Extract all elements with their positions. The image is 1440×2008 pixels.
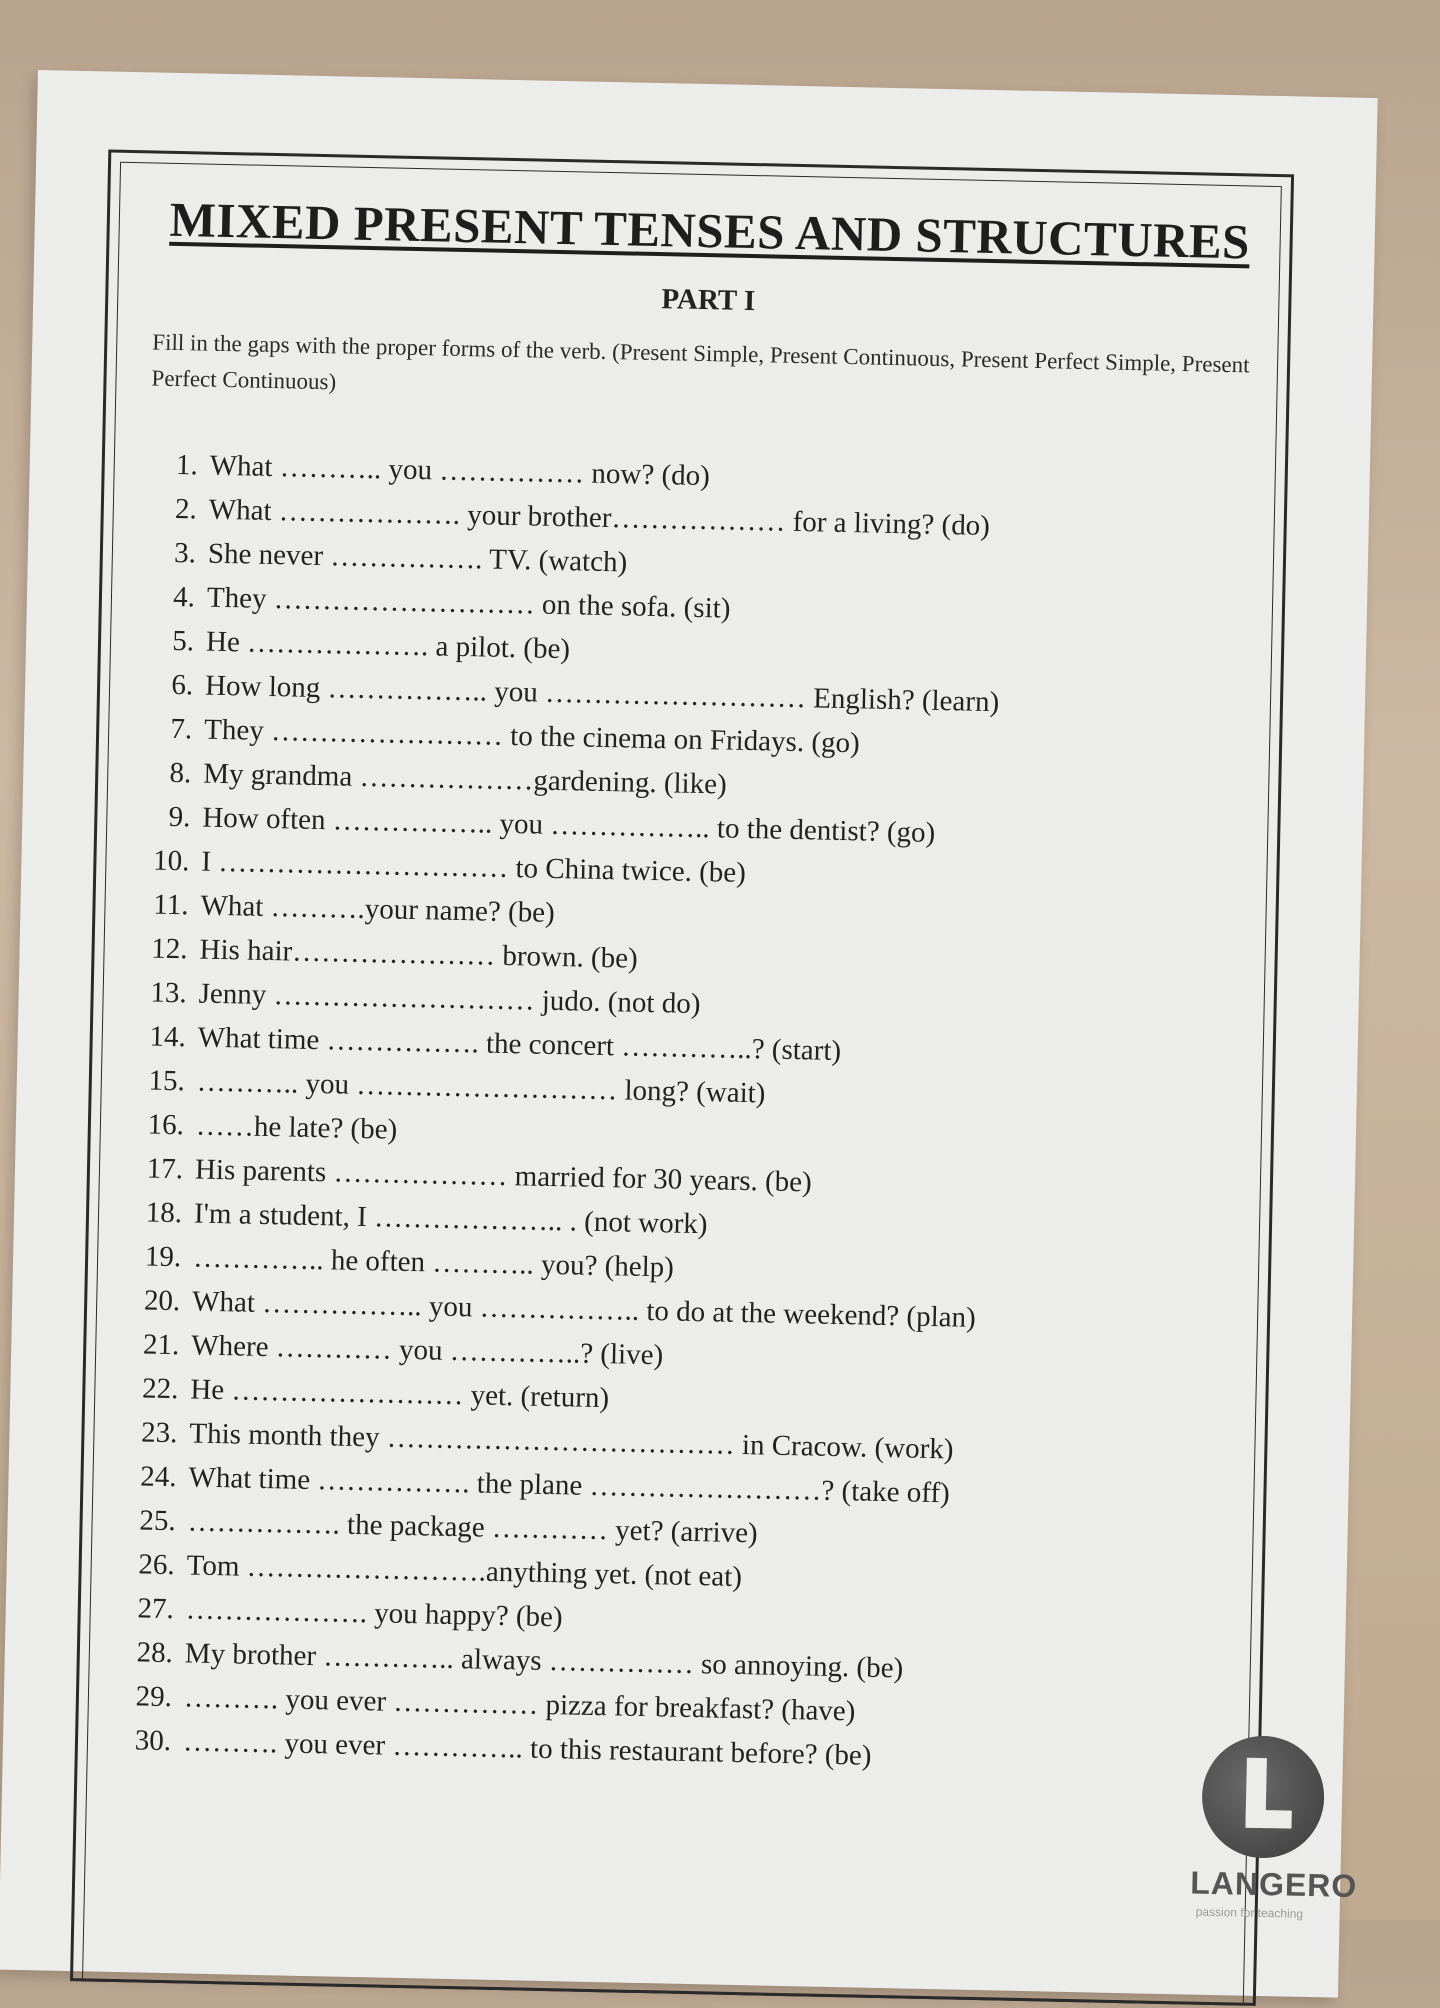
langero-logo-icon	[1201, 1735, 1326, 1860]
question-text: ………………. you happy? (be)	[185, 1593, 563, 1634]
question-text: ………….. he often ……….. you? (help)	[192, 1241, 675, 1284]
question-number: 22.	[141, 1372, 179, 1406]
part-heading: PART I	[661, 283, 756, 318]
instructions-text: Fill in the gaps with the proper forms of the verb. (Present Simple, Present Continuous, Present Perfect Simple, Present Perfect Continuous)	[151, 329, 1250, 395]
question-number: 25.	[139, 1504, 176, 1538]
question-number: 8.	[169, 756, 192, 790]
question-text: His hair………………… brown. (be)	[199, 933, 639, 975]
question-text: She never ……………. TV. (watch)	[207, 537, 628, 579]
question-number: 16.	[147, 1108, 185, 1142]
question-number: 26.	[138, 1548, 176, 1582]
question-number: 23.	[140, 1416, 178, 1450]
question-number: 3.	[173, 536, 197, 570]
question-text: This month they ……………………………… in Cracow. (work)	[189, 1417, 954, 1466]
question-number: 27.	[137, 1592, 175, 1626]
question-text: Jenny ……………………… judo. (not do)	[198, 977, 701, 1021]
question-text: His parents ……………… married for 30 years. (be)	[194, 1153, 813, 1199]
question-text: What ………………. your brother……………… for a living? (do)	[208, 493, 991, 543]
question-text: What time ……………. the plane ……………………? (take off)	[188, 1461, 951, 1510]
question-text: He …………………… yet. (return)	[190, 1373, 610, 1415]
question-text: What ……….. you …………… now? (do)	[209, 449, 711, 493]
question-text: How often …………….. you …………….. to the dentist? (go)	[202, 801, 936, 849]
question-number: 14.	[149, 1020, 187, 1054]
question-list	[113, 442, 1260, 1785]
question-text: How long …………….. you ……………………… English? (learn)	[204, 669, 1000, 719]
question-text: What ……….your name? (be)	[200, 889, 556, 930]
question-number: 15.	[148, 1064, 186, 1098]
question-text: What time ……………. the concert …………..? (start)	[197, 1021, 842, 1068]
question-number: 11.	[153, 888, 189, 922]
question-number: 24.	[139, 1460, 177, 1494]
question-number: 10.	[152, 844, 190, 878]
question-text: They …………………… to the cinema on Fridays. (go)	[203, 713, 861, 760]
question-text: ……………. the package ………… yet? (arrive)	[187, 1505, 759, 1550]
question-number: 28.	[136, 1636, 174, 1670]
question-number: 4.	[172, 580, 196, 614]
question-number: 21.	[142, 1328, 180, 1362]
question-number: 2.	[174, 492, 198, 526]
logo-tagline: passion for teaching	[1195, 1904, 1304, 1921]
question-number: 5.	[171, 624, 195, 658]
question-text: I'm a student, I ……………….. . (not work)	[193, 1197, 708, 1241]
question-text: My brother ………….. always …………… so annoying. (be)	[184, 1637, 904, 1685]
question-number: 7.	[170, 712, 193, 746]
question-number: 12.	[151, 932, 188, 966]
question-number: 18.	[145, 1196, 183, 1230]
question-number: 6.	[171, 668, 194, 702]
logo-name: LANGERO	[1189, 1864, 1358, 1905]
question-text: ……….. you ……………………… long? (wait)	[196, 1065, 766, 1110]
question-text: ………. you ever …………… pizza for breakfast? (have)	[183, 1681, 856, 1728]
question-text: Where ………… you …………..? (live)	[190, 1329, 664, 1372]
question-number: 13.	[150, 976, 188, 1010]
question-text: ……he late? (be)	[195, 1109, 398, 1146]
question-number: 17.	[146, 1152, 184, 1186]
question-number: 9.	[168, 800, 191, 834]
question-text: What …………….. you …………….. to do at the weekend? (plan)	[191, 1285, 977, 1334]
langero-logo	[1189, 1735, 1358, 1938]
question-text: ………. you ever ………….. to this restaurant before? (be)	[182, 1725, 872, 1772]
question-text: They ……………………… on the sofa. (sit)	[206, 581, 731, 625]
question-text: My grandma ………………gardening. (like)	[202, 757, 728, 801]
question-number: 19.	[144, 1240, 182, 1274]
worksheet-title: MIXED PRESENT TENSES AND STRUCTURES	[169, 191, 1251, 270]
worksheet-page	[0, 70, 1378, 1998]
question-number: 20.	[143, 1284, 181, 1318]
question-number: 29.	[135, 1680, 173, 1714]
question-text: He ………………. a pilot. (be)	[205, 625, 571, 666]
question-number: 30.	[134, 1724, 172, 1758]
question-number: 1.	[175, 448, 199, 482]
question-text: I ………………………… to China twice. (be)	[201, 845, 747, 889]
question-text: Tom …………………….anything yet. (not eat)	[186, 1549, 743, 1594]
